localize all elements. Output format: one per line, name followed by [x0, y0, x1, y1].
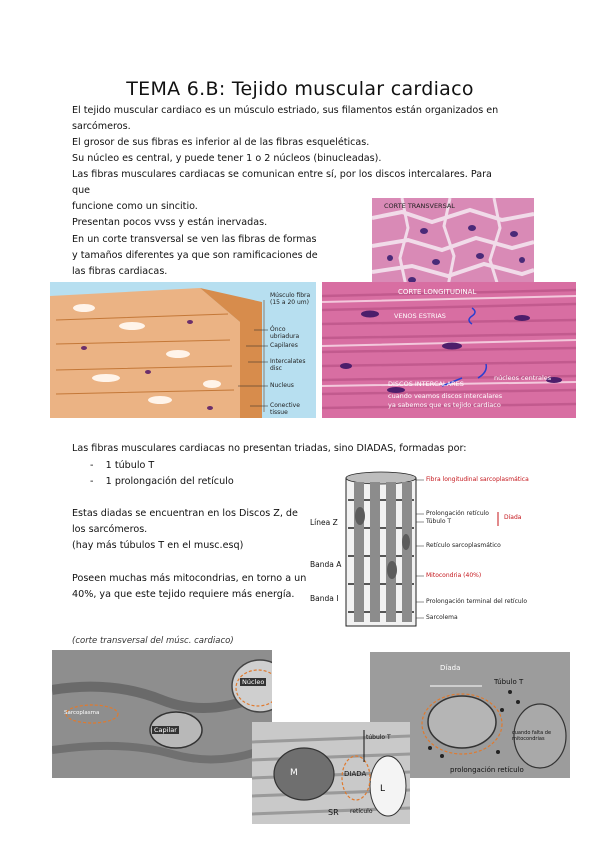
paragraph-line: Estas diadas se encuentran en los Discos Z, de	[72, 508, 298, 519]
transversal-label: CORTE TRANSVERSAL	[384, 202, 455, 210]
fiber-label-right: Retículo sarcoplasmático	[426, 542, 501, 549]
em-label: Túbulo T	[494, 678, 524, 686]
nucleos-label: núcleos centrales	[494, 374, 552, 382]
fiber-label-right: Túbulo T	[426, 518, 452, 525]
diagram-label: Conective tissue	[270, 402, 300, 416]
fiber-label-left: Banda I	[310, 594, 339, 603]
diadas-intro: Las fibras musculares cardiacas no presentan triadas, sino DIADAS, formadas por:	[72, 443, 467, 454]
discos-label: DISCOS INTERCALARES	[388, 380, 464, 388]
diadas-list	[90, 458, 310, 490]
diagram-label: Capilares	[270, 342, 298, 349]
fiber-label-right: Prolongación retículo	[426, 510, 489, 517]
em-center	[252, 722, 410, 824]
fiber-label-right: Mitocondria (40%)	[426, 572, 482, 579]
paragraph-line: (hay más túbulos T en el musc.esq)	[72, 540, 244, 551]
em-label: cuando falta de mitocondrias	[512, 730, 552, 742]
em-label: L	[380, 784, 386, 794]
intro-line: sarcómeros.	[72, 121, 131, 132]
note-line: ya sabemos que es tejido cardiaco	[388, 401, 501, 409]
fiber-label-right: Fibra longitudinal sarcoplasmática	[426, 476, 529, 483]
intro-line: Su núcleo es central, y puede tener 1 o 2 núcleos (binucleadas).	[72, 153, 382, 164]
note-line: cuando veamos discos intercalares	[388, 392, 503, 400]
fiber-label-left: Banda A	[310, 560, 342, 569]
fiber-diagram	[308, 470, 570, 630]
intro-line: El grosor de sus fibras es inferior al de las fibras esqueléticas.	[72, 137, 370, 148]
transversal-line: y tamaños diferentes ya que son ramificaciones de	[72, 250, 318, 261]
em-label: retículo	[350, 808, 373, 815]
micrograph-longitudinal	[322, 282, 576, 418]
em-label: Sarcoplasma	[64, 710, 100, 716]
em-label: Núcleo	[242, 678, 265, 686]
em-label: Capilar	[154, 726, 177, 734]
estrias-label: VENOS ESTRIAS	[394, 312, 446, 320]
intro-line: Las fibras musculares cardiacas se comunican entre sí, por los discos intercalares. Para que	[72, 169, 492, 196]
fiber-label-right: Prolongación terminal del retículo	[426, 598, 528, 605]
longitudinal-label: CORTE LONGITUDINAL	[398, 288, 477, 296]
diagram-label: Intercalates disc	[270, 358, 306, 372]
diagram-label: Ónco ubriadura	[270, 326, 300, 340]
micrograph-transversal	[372, 198, 534, 286]
em-label: SR	[328, 808, 339, 817]
page-title: TEMA 6.B: Tejido muscular cardiaco	[126, 78, 474, 100]
list-item: - 1 túbulo T	[90, 460, 155, 471]
intro-line: Presentan pocos vvss y están inervadas.	[72, 217, 268, 228]
em-label: túbulo T	[366, 734, 391, 741]
diagram-label: Nucleus	[270, 382, 294, 389]
intro-line: El tejido muscular cardiaco es un músculo estriado, sus filamentos están organizados en	[72, 105, 499, 116]
intro-line: funcione como un sincitio.	[72, 201, 198, 212]
em-label: DIADA	[344, 770, 367, 778]
fiber-label-right: Sarcolema	[426, 614, 458, 621]
em-left	[52, 650, 272, 778]
cardiac-3d-diagram	[50, 282, 316, 418]
fiber-label-diada: Díada	[504, 514, 522, 521]
em-label: M	[290, 768, 298, 778]
em-label: Díada	[440, 664, 461, 672]
diagram-label: Músculo fibra (15 a 20 um)	[270, 292, 311, 306]
em-label: prolongación retículo	[450, 766, 524, 774]
paragraph-line: los sarcómeros.	[72, 524, 148, 535]
transversal-text	[72, 232, 332, 280]
fiber-label-left: Línea Z	[310, 518, 338, 527]
list-item: - 1 prolongación del retículo	[90, 476, 234, 487]
diadas-paragraph-2	[72, 571, 308, 603]
diadas-paragraph-1	[72, 506, 308, 554]
transversal-line: las fibras cardiacas.	[72, 266, 168, 277]
em-caption: (corte transversal del músc. cardiaco)	[72, 636, 234, 646]
paragraph-line: Poseen muchas más mitocondrias, en torno a un	[72, 573, 307, 584]
transversal-line: En un corte transversal se ven las fibras de formas	[72, 234, 317, 245]
paragraph-line: 40%, ya que este tejido requiere más energía.	[72, 589, 295, 600]
